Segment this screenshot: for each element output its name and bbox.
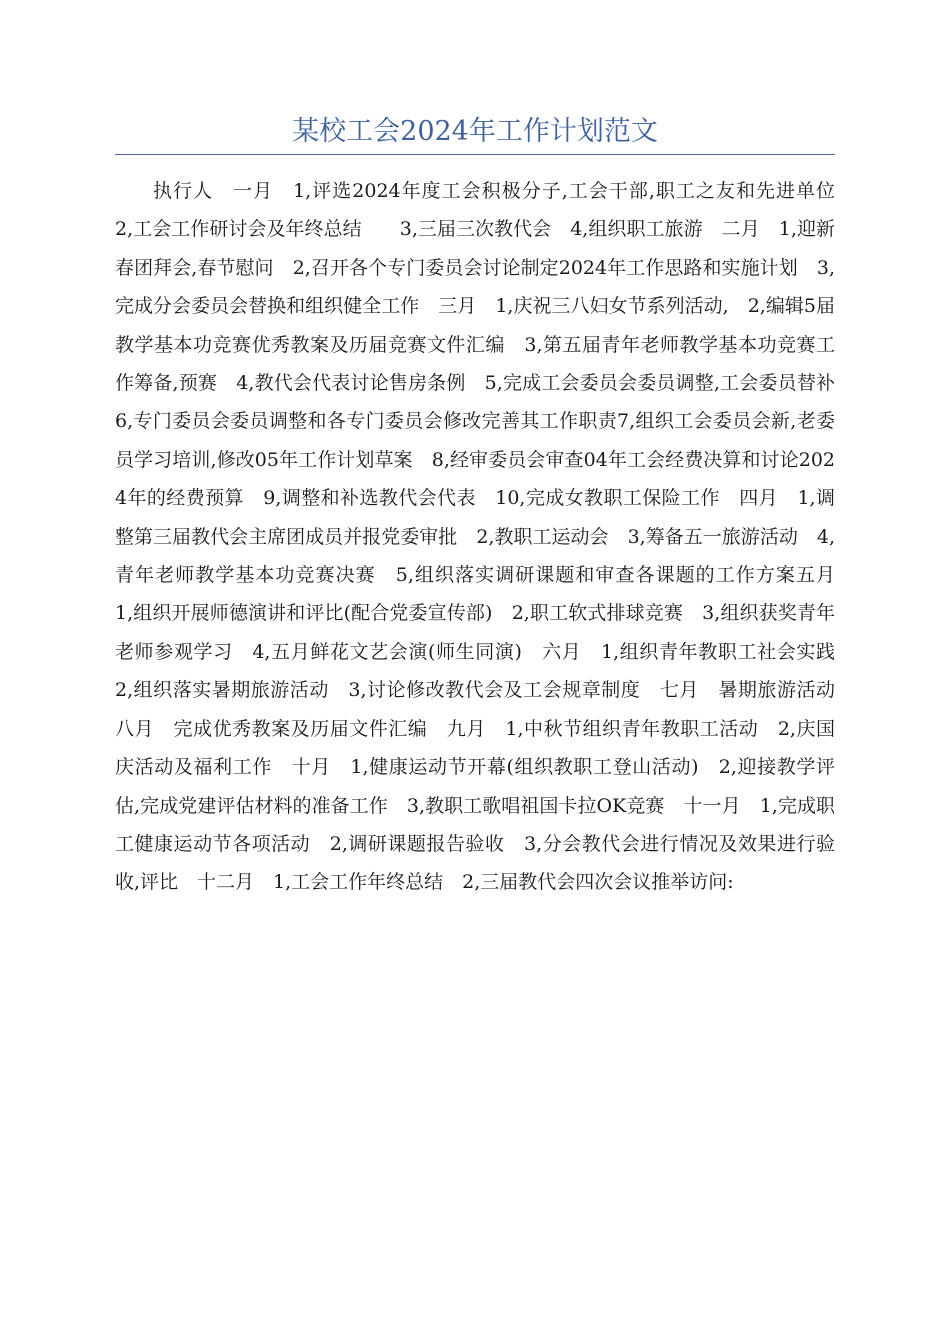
title-underline bbox=[115, 154, 835, 155]
document-body: 执行人 一月 1,评选2024年度工会积极分子,工会干部,职工之友和先进单位 2,工会工作研讨会及年终总结 3,三届三次教代会 4,组织职工旅游 二月 1,迎新春团拜会,春节慰问 2,召开各个专门委员会讨论制定2024年工作思路和实施计划 3,完成分会委员会替换和组织健全工作 三月 1,庆祝三八妇女节系列活动, 2,编辑5届教学基本功竞赛优秀教案及历届竞赛文件汇编 3,第五届青年老师教学基本功竞赛工作筹备,预赛 4,教代会代表讨论售房条例 5,完成工会委员会委员调整,工会委员替补 6,专门委员会委员调整和各专门委员会修改完善其工作职责7,组织工会委员会新,老委员学习培训,修改05年工作计划草案 8,经审委员会审查04年工会经费决算和讨论2024年的经费预算 9,调整和补选教代会代表 10,完成女教职工保险工作 四月 1,调整第三届教代会主席团成员并报党委审批 2,教职工运动会 3,筹备五一旅游活动 4,青年老师教学基本功竞赛决赛 5,组织落实调研课题和审查各课题的工作方案五月 1,组织开展师德演讲和评比(配合党委宣传部) 2,职工软式排球竞赛 3,组织获奖青年老师参观学习 4,五月鲜花文艺会演(师生同演) 六月 1,组织青年教职工社会实践 2,组织落实暑期旅游活动 3,讨论修改教代会及工会规章制度 七月 暑期旅游活动 八月 完成优秀教案及历届文件汇编 九月 1,中秋节组织青年教职工活动 2,庆国庆活动及福利工作 十月 1,健康运动节开幕(组织教职工登山活动) 2,迎接教学评估,完成党建评估材料的准备工作 3,教职工歌唱祖国卡拉OK竞赛 十一月 1,完成职工健康运动节各项活动 2,调研课题报告验收 3,分会教代会进行情况及效果进行验收,评比 十二月 1,工会工作年终总结 2,三届教代会四次会议推举访问: bbox=[115, 180, 855, 894]
document-title: 某校工会2024年工作计划范文 bbox=[292, 116, 658, 147]
